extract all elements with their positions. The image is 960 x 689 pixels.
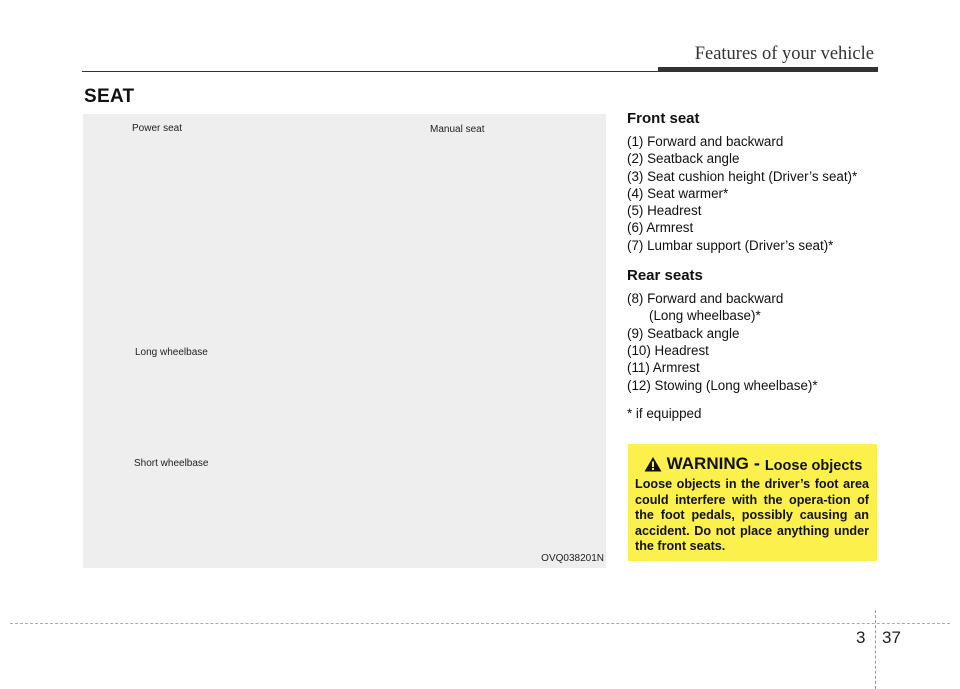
header-title: Features of your vehicle (694, 44, 874, 64)
front-seat-title: Front seat (627, 110, 700, 127)
list-item: (10) Headrest (627, 342, 709, 358)
header-rule-accent (658, 67, 878, 72)
list-item: (11) Armrest (627, 360, 700, 376)
list-item: (4) Seat warmer* (627, 185, 729, 201)
rear-seats-title: Rear seats (627, 267, 703, 285)
manual-seat-label: Manual seat (430, 124, 485, 135)
seat-content (627, 110, 879, 421)
seat-illustration (83, 114, 606, 568)
warning-text: Loose objects in the driver’s foot area could interfere with the opera-tion of the foot pedals, possibly causing an accident. Do not place anything under the front seats. (635, 477, 869, 553)
section-title: SEAT (84, 86, 135, 107)
list-item: (7) Lumbar support (Driver’s seat)* (627, 237, 834, 253)
warning-triangle-icon (644, 456, 662, 472)
list-item: (2) Seatback angle (627, 151, 740, 167)
list-item: (6) Armrest (627, 220, 694, 236)
warning-box (628, 444, 877, 561)
list-item: (1) Forward and backward (627, 134, 784, 149)
page-number-divider (875, 610, 876, 689)
footer-rule (10, 623, 950, 624)
long-wheelbase-label: Long wheelbase (135, 347, 208, 358)
list-item: (5) Headrest (627, 203, 702, 219)
figure-code: OVQ038201N (541, 553, 604, 564)
page-number: 37 (882, 628, 901, 647)
power-seat-label: Power seat (132, 123, 183, 134)
list-item-line: (8) Forward and backward (627, 291, 784, 307)
list-item: (3) Seat cushion height (Driver’s seat)* (627, 168, 858, 184)
footnote: * if equipped (627, 405, 702, 421)
list-item: (9) Seatback angle (627, 325, 740, 341)
warning-subject: Loose objects (764, 458, 863, 474)
rear-seats-list (627, 290, 879, 394)
chapter-number: 3 (856, 628, 866, 647)
short-wheelbase-label: Short wheelbase (134, 458, 209, 469)
list-item (627, 290, 879, 325)
list-item: (12) Stowing (Long wheelbase)* (627, 377, 818, 393)
front-seat-list (627, 133, 879, 254)
warning-header (634, 453, 872, 474)
warning-dash: - (753, 453, 760, 473)
list-item-continuation: (Long wheelbase)* (649, 308, 761, 324)
warning-word: WARNING (666, 454, 749, 473)
